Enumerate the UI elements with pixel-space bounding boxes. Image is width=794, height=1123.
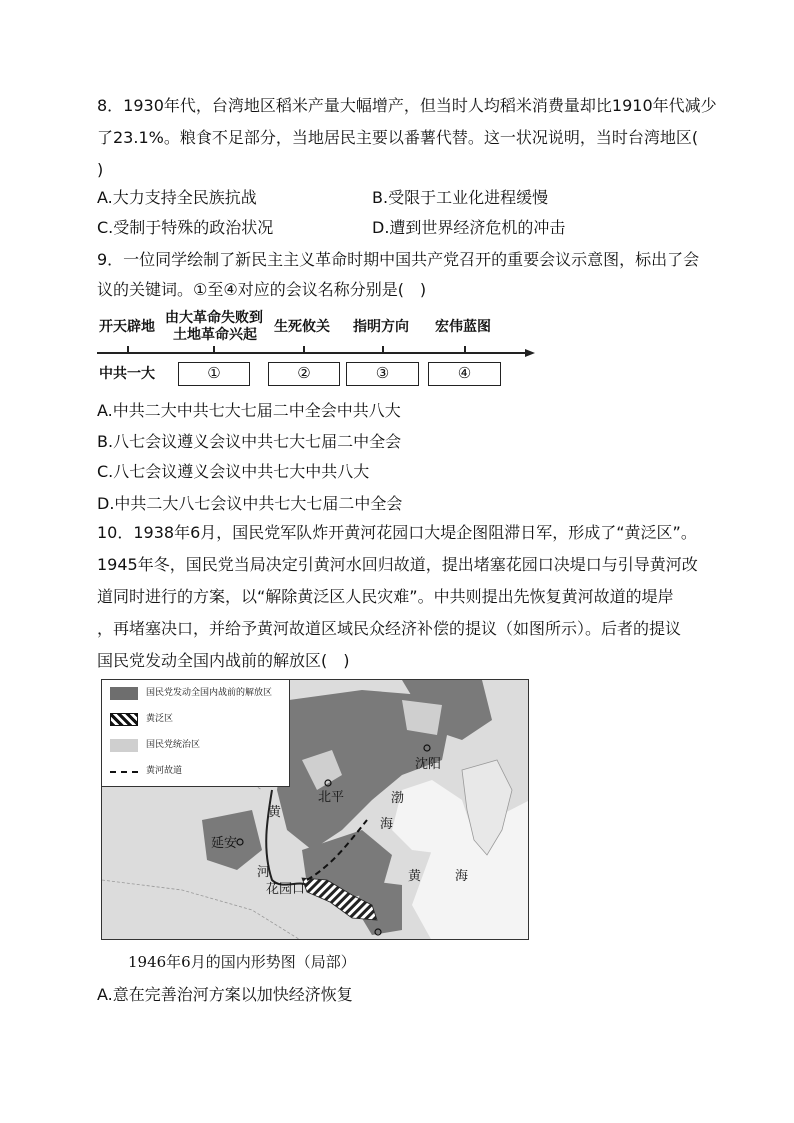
q9-option-c: C.八七会议遵义会议中共七大中共八大 (97, 462, 370, 481)
timeline-box-2: ② (268, 362, 340, 386)
map-label-huang2: 黄 (408, 869, 422, 884)
q8-option-a: A.大力支持全民族抗战 (97, 188, 257, 207)
legend-label-liberated: 国民党发动全国内战前的解放区 (146, 688, 273, 698)
q10-stem-line4: ，再堵塞决口，并给予黄河故道区域民众经济补偿的提议（如图所示）。后者的提议 (97, 619, 682, 638)
q10-option-a: A.意在完善治河方案以加快经济恢复 (97, 985, 353, 1004)
timeline-label-1: 开天辟地 (99, 319, 155, 335)
q9-option-d: D.中共二大八七会议中共七大七届二中全会 (97, 494, 403, 513)
q10-stem-line1: 10．1938年6月，国民党军队炸开黄河花园口大堤企图阻滞日军，形成了“黄泛区”。 (97, 523, 697, 542)
map-label-hai1: 海 (380, 817, 394, 832)
timeline-label-5: 宏伟蓝图 (435, 319, 491, 335)
q10-stem-line5: 国民党发动全国内战前的解放区( ) (97, 651, 350, 670)
map-label-shenyang: 沈阳 (415, 757, 442, 772)
timeline-box-4: ④ (428, 362, 501, 386)
timeline-label-4: 指明方向 (353, 319, 409, 335)
q8-option-b: B.受限于工业化进程缓慢 (372, 188, 549, 207)
timeline-box-3: ③ (346, 362, 419, 386)
q10-stem-line3: 道同时进行的方案，以“解除黄泛区人民灾难”。中共则提出先恢复黄河故道的堤岸 (97, 587, 674, 606)
q8-stem-line1: 8．1930年代，台湾地区稻米产量大幅增产，但当时人均稻米消费量却比1910年代减少 (97, 96, 717, 115)
map-label-beiping: 北平 (318, 790, 345, 805)
q9-stem-line1: 9．一位同学绘制了新民主主义革命时期中国共产党召开的重要会议示意图，标出了会 (97, 250, 700, 269)
map-label-bo: 渤 (391, 791, 405, 806)
timeline-start-label: 中共一大 (99, 366, 155, 382)
map-caption: 1946年6月的国内形势图（局部） (128, 953, 356, 971)
timeline-label-2b: 土地革命兴起 (173, 327, 257, 343)
q8-stem-line2: 了23.1%。粮食不足部分，当地居民主要以番薯代替。这一状况说明，当时台湾地区( (97, 128, 699, 147)
q9-stem-line2: 议的关键词。①至④对应的会议名称分别是( ) (97, 280, 427, 299)
map-label-huang1: 黄 (268, 805, 282, 820)
q8-option-c: C.受制于特殊的政治状况 (97, 218, 274, 237)
timeline-label-2a: 由大革命失败到 (165, 310, 263, 326)
q8-option-d: D.遭到世界经济危机的冲击 (372, 218, 566, 237)
legend-label-kmt-area: 国民党统治区 (146, 740, 201, 750)
meeting-timeline-figure (97, 310, 537, 390)
q10-stem-line2: 1945年冬，国民党当局决定引黄河水回归故道，提出堵塞花园口决堤口与引导黄河改 (97, 555, 698, 574)
timeline-label-3: 生死攸关 (274, 319, 330, 335)
legend-label-flood-area: 黄泛区 (146, 714, 174, 724)
legend-label-old-course: 黄河故道 (146, 766, 183, 776)
q8-stem-line3: ) (97, 160, 104, 179)
q9-option-b: B.八七会议遵义会议中共七大七届二中全会 (97, 432, 402, 451)
map-legend (102, 680, 290, 787)
map-label-hai2: 海 (455, 869, 469, 884)
map-label-he: 河 (257, 865, 271, 880)
timeline-box-1: ① (178, 362, 250, 386)
map-label-yanan: 延安 (211, 836, 238, 851)
situation-map-1946 (101, 679, 529, 940)
map-label-huayuankou: 花园口 (266, 882, 306, 897)
q9-option-a: A.中共二大中共七大七届二中全会中共八大 (97, 401, 401, 420)
